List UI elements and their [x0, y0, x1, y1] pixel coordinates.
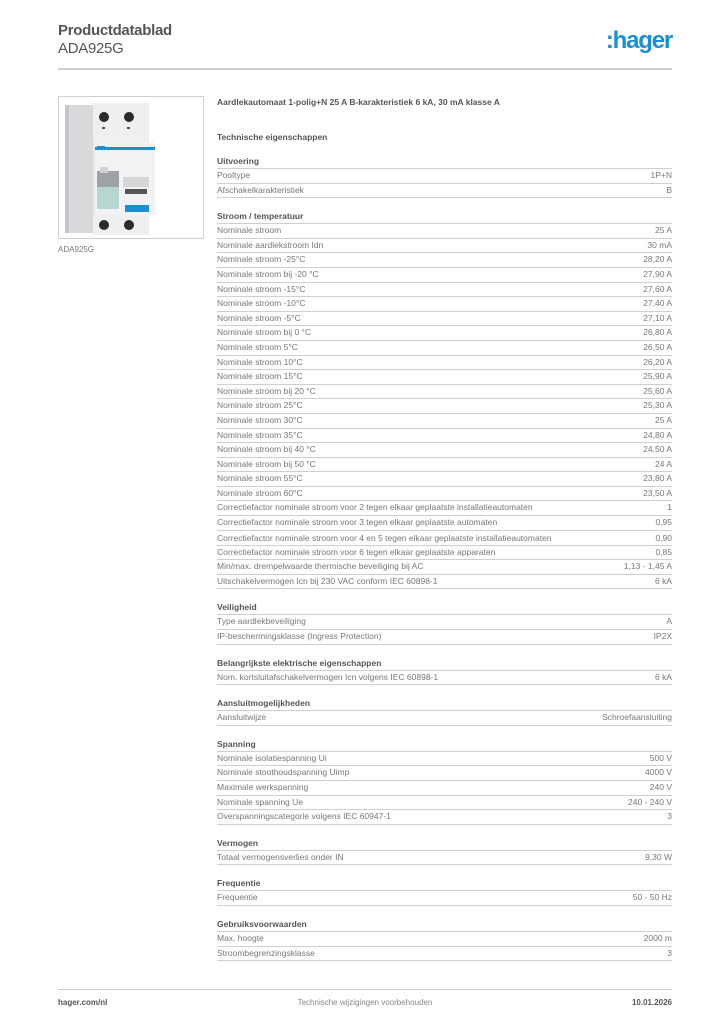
spec-row: [217, 341, 672, 356]
spec-value: 3: [667, 947, 672, 958]
spec-row: [217, 615, 672, 630]
spec-value: 1,13 - 1,45 A: [623, 561, 672, 572]
spec-value: 240 - 240 V: [628, 796, 672, 807]
spec-label: Nominale stroom -5°C: [217, 312, 301, 323]
spec-value: 0,85: [655, 546, 672, 557]
spec-label: Nominale spanning Ue: [217, 796, 303, 807]
technical-properties-heading: Technische eigenschappen: [217, 132, 328, 142]
image-caption: ADA925G: [58, 245, 95, 254]
spec-row: [217, 947, 672, 962]
spec-value: 23,80 A: [643, 473, 672, 484]
spec-section: [217, 210, 672, 589]
spec-value: 3: [667, 811, 672, 822]
spec-label: Totaal vermogensverlies onder IN: [217, 851, 344, 862]
spec-row: [217, 414, 672, 429]
spec-label: Nominale stoothoudspanning Uimp: [217, 767, 350, 778]
spec-section: [217, 657, 672, 686]
spec-label: Nominale stroom bij 20 °C: [217, 385, 316, 396]
spec-row: [217, 575, 672, 590]
spec-label: IP-beschermingsklasse (Ingress Protection): [217, 631, 382, 642]
spec-label: Type aardlekbeveiliging: [217, 616, 306, 627]
spec-row: [217, 560, 672, 575]
spec-value: 27,10 A: [643, 312, 672, 323]
spec-value: IP2X: [653, 631, 672, 642]
spec-row: [217, 370, 672, 385]
spec-value: 25,90 A: [643, 371, 672, 382]
spec-section: [217, 738, 672, 825]
spec-row: [217, 443, 672, 458]
footer-date: 10.01.2026: [631, 998, 672, 1007]
spec-row: [217, 752, 672, 767]
spec-label: Nominale stroom bij 50 °C: [217, 458, 316, 469]
spec-row: [217, 516, 672, 531]
spec-label: Nominale stroom: [217, 225, 282, 236]
spec-label: Correctiefactor nominale stroom voor 2 tegen elkaar geplaatste installatieautomaten: [217, 502, 533, 513]
section-title: Frequentie: [217, 877, 672, 891]
spec-value: 24,50 A: [643, 444, 672, 455]
spec-value: 240 V: [649, 782, 672, 792]
header: [58, 22, 672, 70]
spec-value: 26,50 A: [643, 341, 672, 352]
spec-value: 28,20 A: [643, 254, 672, 265]
spec-label: Nominale stroom bij 0 °C: [217, 327, 312, 338]
section-title: Vermogen: [217, 837, 672, 851]
spec-label: Nominale isolatiespanning Ui: [217, 752, 327, 763]
spec-row: [217, 810, 672, 825]
section-title: Veiligheid: [217, 601, 672, 615]
header-divider: [58, 68, 672, 70]
spec-row: [217, 399, 672, 414]
spec-label: Nominale stroom 25°C: [217, 400, 303, 411]
spec-value: 1: [667, 502, 672, 513]
spec-label: Afschakelkarakteristiek: [217, 184, 304, 195]
footer-website-link[interactable]: hager.com/nl: [58, 998, 108, 1007]
spec-label: Nominale stroom -25°C: [217, 254, 306, 265]
spec-row: [217, 297, 672, 312]
spec-value: 24 A: [654, 458, 672, 469]
section-title: Aansluitmogelijkheden: [217, 697, 672, 711]
spec-row: [217, 224, 672, 239]
spec-content: [217, 96, 672, 961]
spec-row: [217, 429, 672, 444]
spec-label: Uitschakelvermogen Icn bij 230 VAC conform IEC 60898-1: [217, 575, 438, 586]
spec-row: [217, 531, 672, 546]
spec-row: [217, 312, 672, 327]
spec-sections: [217, 155, 672, 961]
spec-value: 27,60 A: [643, 283, 672, 294]
spec-value: 0,90: [655, 532, 672, 543]
spec-label: Correctiefactor nominale stroom voor 4 en 5 tegen elkaar geplaatste installatieautomaten: [217, 532, 552, 543]
spec-label: Nominale stroom 5°C: [217, 341, 298, 352]
spec-label: Nominale stroom 60°C: [217, 487, 303, 498]
spec-value: 500 V: [649, 752, 672, 763]
spec-label: Min/max. drempelwaarde thermische beveiliging bij AC: [217, 561, 424, 572]
spec-section: [217, 601, 672, 644]
spec-label: Max. hoogte: [217, 932, 264, 943]
spec-label: Aansluitwijze: [217, 712, 267, 723]
spec-row: [217, 851, 672, 866]
spec-section: [217, 918, 672, 961]
spec-value: 6 kA: [654, 671, 672, 682]
spec-label: Nominale stroom -15°C: [217, 283, 306, 294]
spec-row: [217, 385, 672, 400]
spec-label: Nominale stroom 30°C: [217, 414, 303, 425]
spec-value: 25,60 A: [643, 385, 672, 396]
spec-section: [217, 877, 672, 906]
spec-value: 27,40 A: [643, 298, 672, 309]
spec-value: 24,80 A: [643, 429, 672, 440]
spec-row: [217, 487, 672, 502]
spec-value: A: [666, 616, 672, 627]
spec-value: 6 kA: [654, 575, 672, 586]
spec-label: Stroombegrenzingsklasse: [217, 947, 315, 958]
spec-row: [217, 891, 672, 906]
spec-row: [217, 326, 672, 341]
spec-value: 25 A: [654, 225, 672, 236]
section-title: Belangrijkste elektrische eigenschappen: [217, 657, 672, 671]
spec-value: 27,90 A: [643, 268, 672, 279]
product-description: Aardlekautomaat 1-polig+N 25 A B-karakteristiek 6 kA, 30 mA klasse A: [217, 97, 500, 107]
spec-label: Nominale stroom 10°C: [217, 356, 303, 367]
spec-value: 25 A: [654, 414, 672, 425]
section-title: Uitvoering: [217, 155, 672, 169]
spec-row: [217, 169, 672, 184]
spec-label: Correctiefactor nominale stroom voor 6 tegen elkaar geplaatste apparaten: [217, 546, 496, 557]
section-title: Stroom / temperatuur: [217, 210, 672, 224]
product-image: [58, 96, 204, 239]
spec-value: 4000 V: [645, 767, 672, 778]
spec-label: Nominale stroom bij 40 °C: [217, 444, 316, 455]
spec-value: 30 mA: [647, 239, 672, 250]
spec-row: [217, 796, 672, 811]
spec-row: [217, 239, 672, 254]
spec-label: Overspanningscategorie volgens IEC 60947-1: [217, 811, 391, 822]
spec-label: Nom. kortsluitafschakelvermogen Icn volgens IEC 60898-1: [217, 671, 439, 682]
spec-value: 25,30 A: [643, 400, 672, 411]
spec-row: [217, 932, 672, 947]
spec-row: [217, 630, 672, 645]
spec-label: Nominale stroom -10°C: [217, 298, 306, 309]
spec-label: Nominale aardlekstroom Idn: [217, 239, 324, 250]
spec-row: [217, 781, 672, 796]
spec-row: [217, 283, 672, 298]
spec-label: Maximale werkspanning: [217, 782, 309, 792]
footer-disclaimer: Technische wijzigingen voorbehouden: [297, 998, 433, 1007]
spec-value: 0,95: [655, 517, 672, 528]
spec-label: Frequentie: [217, 892, 258, 903]
spec-row: [217, 184, 672, 199]
circuit-breaker-image: [59, 97, 204, 239]
spec-label: Nominale stroom 55°C: [217, 473, 303, 484]
page-title: Productdatablad: [58, 22, 172, 39]
section-title: Gebruiksvoorwaarden: [217, 918, 672, 932]
spec-value: 50 - 50 Hz: [632, 892, 672, 903]
spec-label: Nominale stroom 35°C: [217, 429, 303, 440]
spec-value: B: [666, 184, 672, 195]
spec-label: Pooltype: [217, 170, 251, 180]
spec-label: Nominale stroom 15°C: [217, 371, 303, 382]
spec-label: Nominale stroom bij -20 °C: [217, 268, 319, 279]
spec-label: Correctiefactor nominale stroom voor 3 tegen elkaar geplaatste automaten: [217, 517, 498, 528]
spec-row: [217, 766, 672, 781]
spec-value: Schroefaansluiting: [602, 712, 672, 723]
hager-logo: :hager: [605, 27, 672, 54]
spec-row: [217, 546, 672, 561]
spec-section: [217, 155, 672, 198]
product-code: ADA925G: [58, 40, 124, 57]
spec-row: [217, 671, 672, 686]
spec-row: [217, 501, 672, 516]
spec-section: [217, 697, 672, 726]
section-title: Spanning: [217, 738, 672, 752]
footer-divider: [58, 989, 672, 990]
spec-value: 9,30 W: [645, 851, 672, 862]
spec-row: [217, 356, 672, 371]
spec-value: 26,80 A: [643, 327, 672, 338]
spec-row: [217, 711, 672, 726]
spec-row: [217, 268, 672, 283]
spec-value: 23,50 A: [643, 487, 672, 498]
spec-row: [217, 458, 672, 473]
spec-value: 2000 m: [643, 932, 672, 943]
spec-value: 1P+N: [650, 170, 672, 180]
footer: [58, 998, 672, 1010]
spec-section: [217, 837, 672, 866]
spec-row: [217, 472, 672, 487]
spec-value: 26,20 A: [643, 356, 672, 367]
spec-row: [217, 253, 672, 268]
